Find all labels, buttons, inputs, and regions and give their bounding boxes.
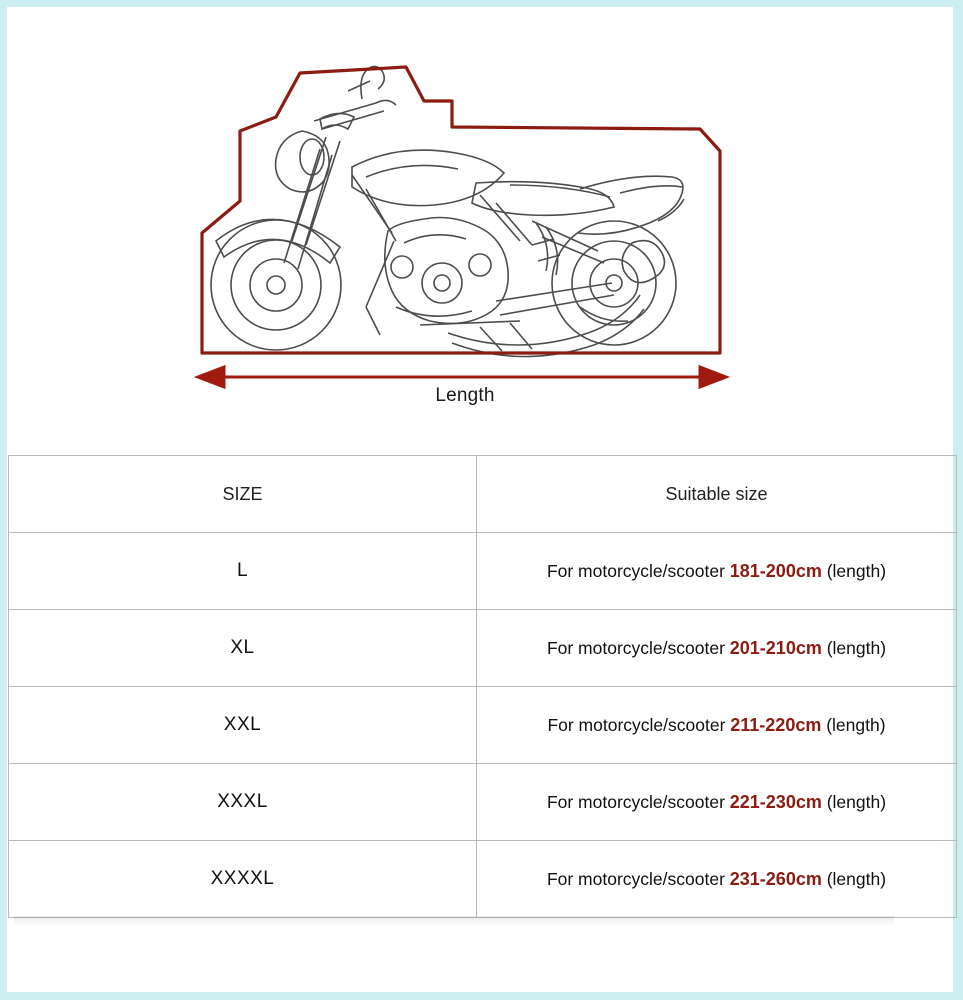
- suitable-prefix: For motorcycle/scooter: [546, 560, 730, 581]
- table-row: [9, 533, 957, 610]
- length-range: 221-230cm: [729, 791, 822, 812]
- size-label: XXXL: [217, 791, 268, 812]
- length-dimension-arrow: [198, 367, 726, 387]
- frame-edge-top: [0, 0, 963, 7]
- cell-suitable-xxxxl: [477, 841, 957, 918]
- suitable-size-line: [547, 715, 885, 735]
- header-size-label: SIZE: [222, 483, 263, 504]
- suitable-prefix: For motorcycle/scooter: [546, 637, 730, 658]
- size-label: XXL: [223, 714, 262, 735]
- size-label: L: [236, 560, 249, 581]
- suitable-prefix: For motorcycle/scooter: [546, 868, 730, 889]
- header-cell-size: [9, 456, 477, 533]
- suitable-prefix: For motorcycle/scooter: [546, 791, 730, 812]
- table-row: [9, 764, 957, 841]
- cell-suitable-l: [477, 533, 957, 610]
- suitable-size-line: [547, 561, 886, 581]
- cell-suitable-xl: [477, 610, 957, 687]
- suitable-prefix: For motorcycle/scooter: [547, 714, 731, 735]
- length-range: 211-220cm: [730, 714, 822, 735]
- size-label: XXXXL: [210, 868, 275, 889]
- cell-suitable-xxxl: [477, 764, 957, 841]
- table-row: [9, 687, 957, 764]
- length-range: 231-260cm: [729, 868, 822, 889]
- cell-size-xxxl: [9, 764, 477, 841]
- cell-size-xxxxl: [9, 841, 477, 918]
- table-header-row: [9, 456, 957, 533]
- suitable-suffix: (length): [821, 560, 887, 581]
- size-label: XL: [230, 637, 255, 658]
- suitable-size-line: [547, 638, 886, 658]
- header-cell-suitable-size: [477, 456, 957, 533]
- motorcycle-cover-illustration: [180, 45, 750, 425]
- length-label: Length: [435, 385, 495, 406]
- length-range: 181-200cm: [729, 560, 822, 581]
- suitable-suffix: (length): [821, 791, 887, 812]
- frame-edge-bottom: [0, 992, 963, 1000]
- table-drop-shadow: [14, 916, 894, 926]
- suitable-size-line: [547, 869, 886, 889]
- cell-size-xl: [9, 610, 477, 687]
- suitable-suffix: (length): [821, 637, 887, 658]
- table-row: [9, 610, 957, 687]
- suitable-size-line: [547, 792, 886, 812]
- table-row: [9, 841, 957, 918]
- cell-size-xxl: [9, 687, 477, 764]
- suitable-suffix: (length): [821, 868, 887, 889]
- header-suitable-size-label: Suitable size: [665, 483, 768, 504]
- length-range: 201-210cm: [729, 637, 822, 658]
- cell-suitable-xxl: [477, 687, 957, 764]
- suitable-suffix: (length): [821, 714, 886, 735]
- size-chart-table: [8, 455, 957, 918]
- bike-line-art: [211, 66, 684, 356]
- frame-edge-left: [0, 0, 7, 1000]
- cell-size-l: [9, 533, 477, 610]
